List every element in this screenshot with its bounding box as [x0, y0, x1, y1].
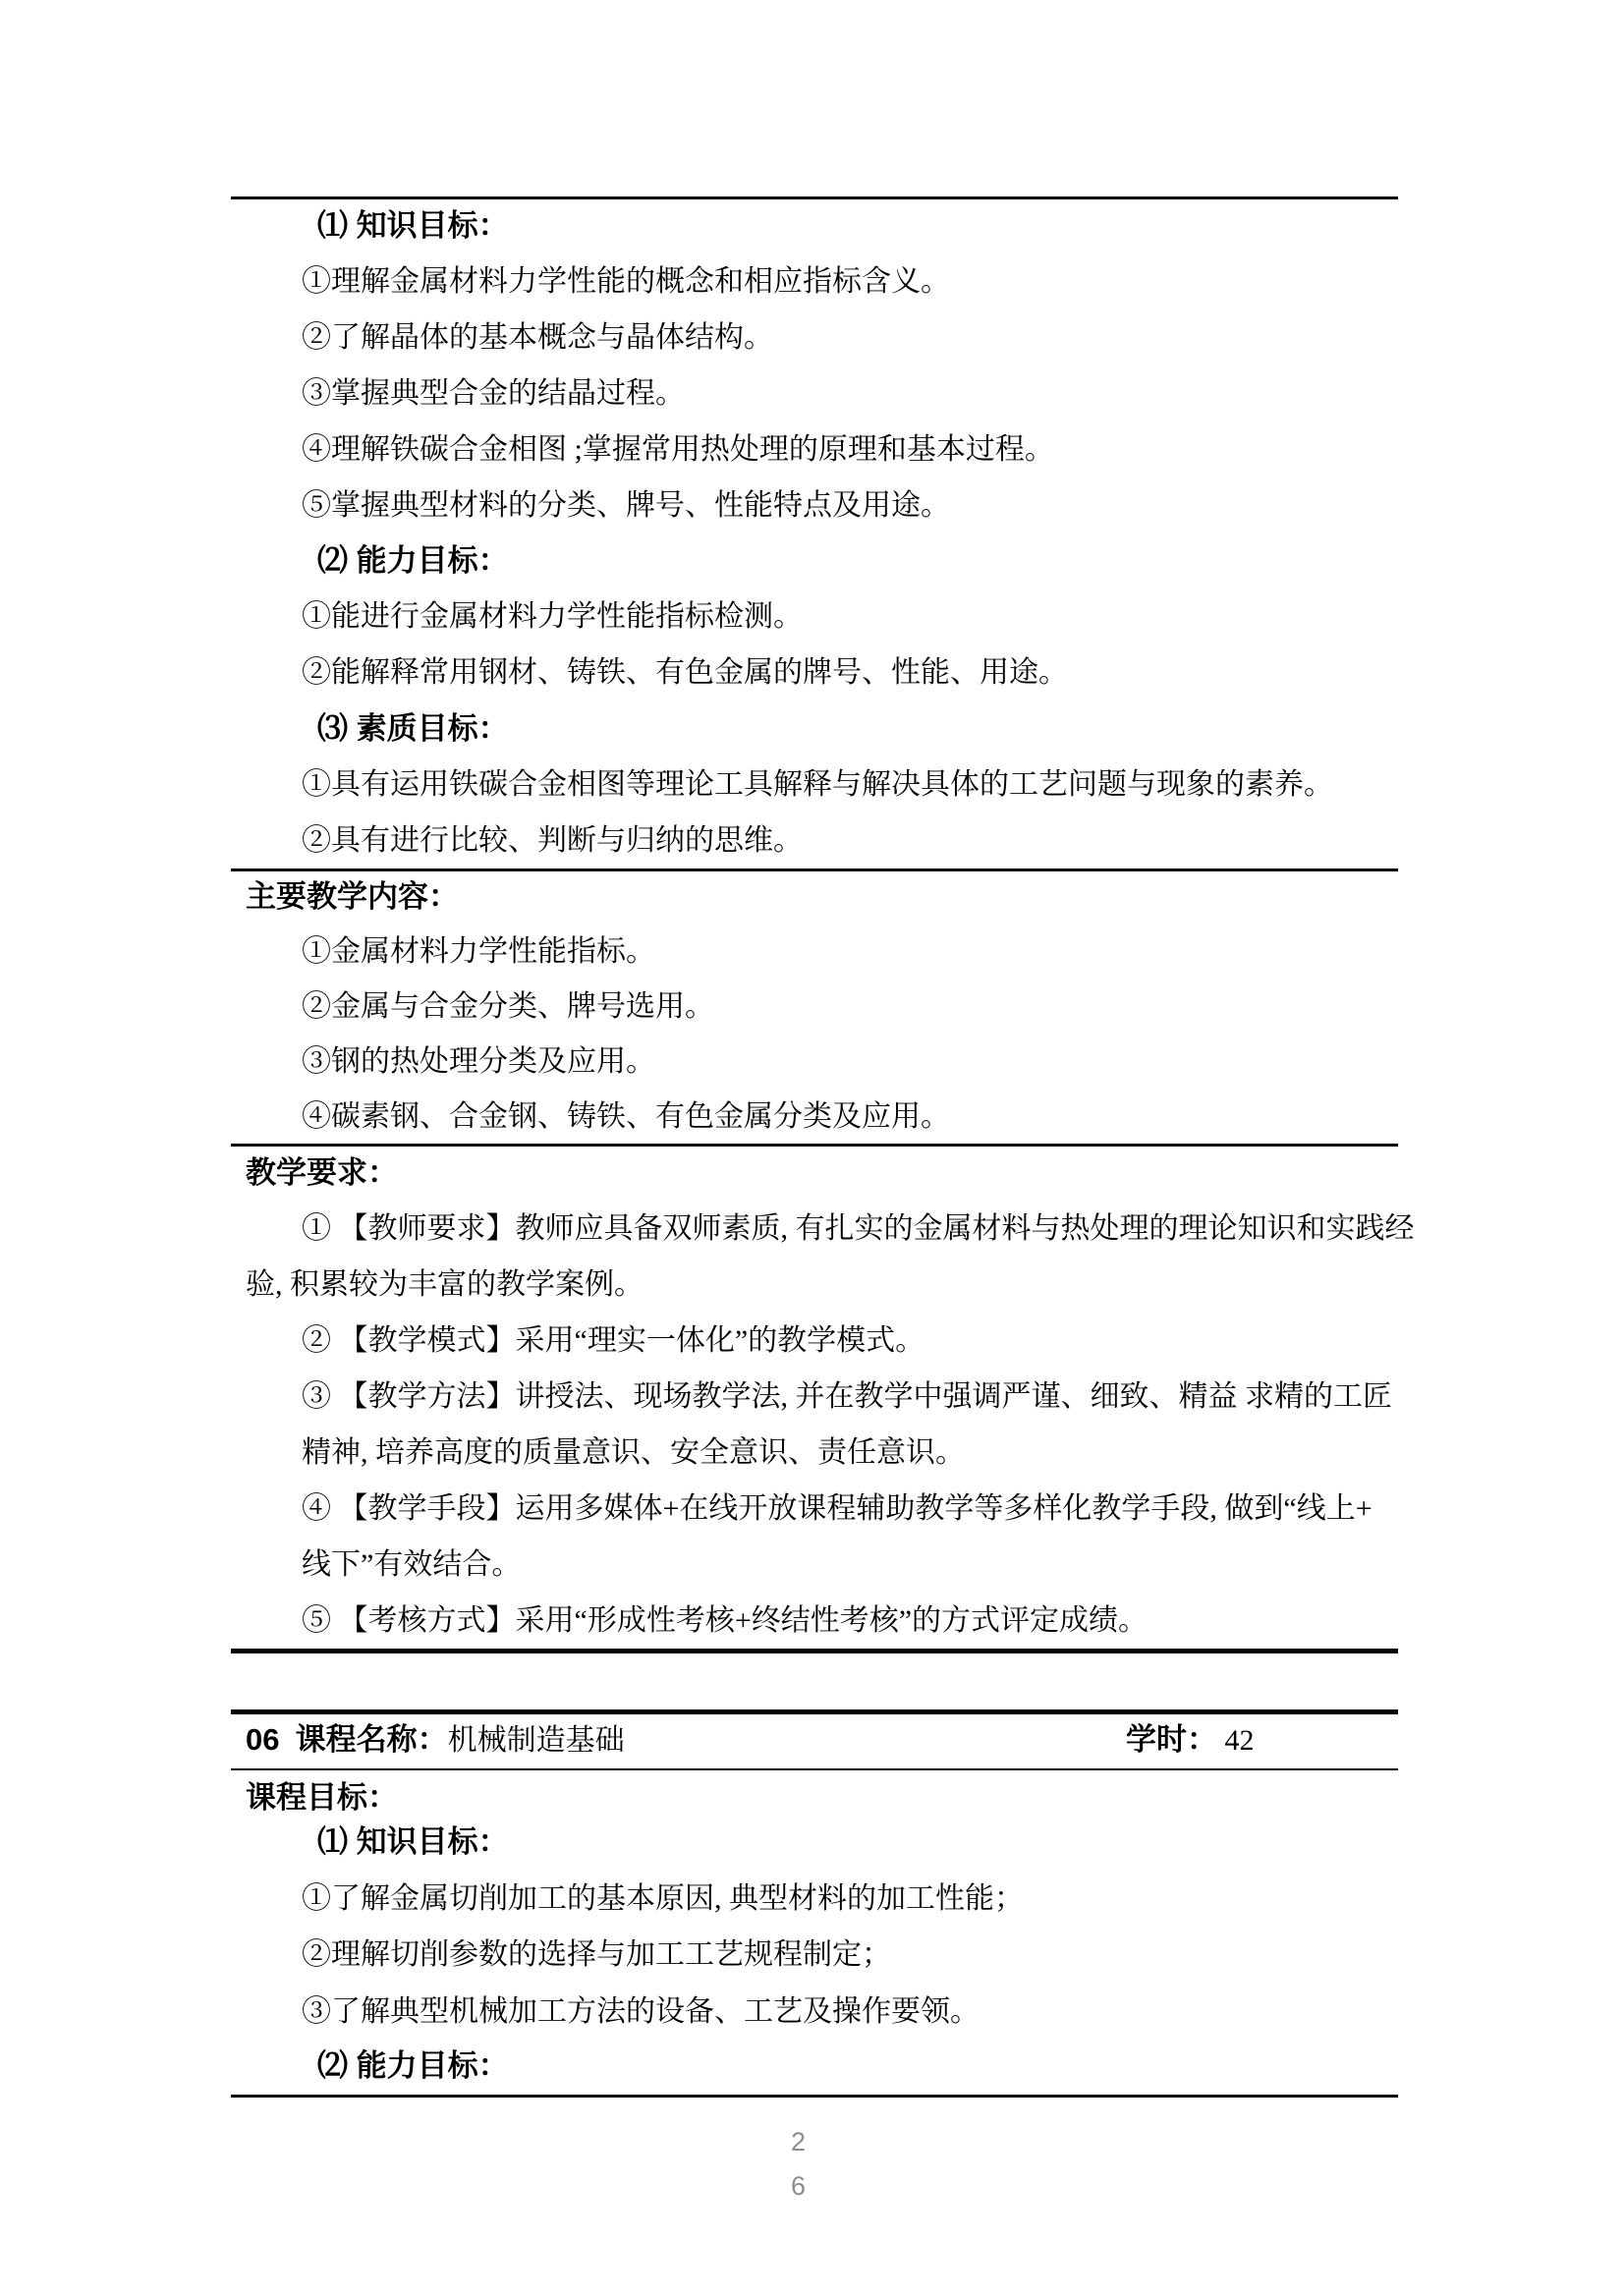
course-hours	[1126, 1718, 1255, 1763]
requirement-line: ③ 【教学方法】讲授法、现场教学法, 并在教学中强调严谨、细致、精益 求精的工匠	[302, 1380, 1392, 1413]
hours-label: 学时：	[1126, 1722, 1217, 1757]
section-divider	[231, 1144, 1398, 1147]
requirement-line: ② 【教学模式】采用“理实一体化”的教学模式。	[302, 1324, 925, 1357]
objective-item: ④理解铁碳合金相图 ;掌握常用热处理的原理和基本过程。	[302, 433, 1054, 466]
section-divider	[231, 1768, 1398, 1770]
content-item: ④碳素钢、合金钢、铸铁、有色金属分类及应用。	[302, 1100, 950, 1133]
objective-item: ②了解晶体的基本概念与晶体结构。	[302, 321, 773, 354]
page-number-digit: 6	[790, 2171, 807, 2201]
objective-item: ②理解切削参数的选择与加工工艺规程制定；	[302, 1938, 891, 1971]
objective-item: ①具有运用铁碳合金相图等理论工具解释与解决具体的工艺问题与现象的素养。	[302, 768, 1333, 801]
requirement-line: ① 【教师要求】教师应具备双师素质, 有扎实的金属材料与热处理的理论知识和实践经	[302, 1212, 1415, 1245]
objective-item: ③掌握典型合金的结晶过程。	[302, 377, 685, 410]
course-block-start-divider	[231, 1709, 1398, 1714]
objective-item: ②具有进行比较、判断与归纳的思维。	[302, 824, 803, 857]
section-divider	[231, 868, 1398, 871]
course-number: 06	[246, 1722, 280, 1757]
ability-objectives-heading: ⑵ 能力目标：	[317, 2048, 509, 2083]
knowledge-objectives-heading: ⑴ 知识目标：	[317, 1824, 509, 1859]
objective-item: ①了解金属切削加工的基本原因, 典型材料的加工性能；	[302, 1882, 1024, 1915]
page-end-divider	[231, 2095, 1398, 2098]
knowledge-objectives-heading: ⑴ 知识目标：	[317, 208, 509, 243]
requirement-line: 线下”有效结合。	[302, 1548, 522, 1581]
teaching-requirements-heading: 教学要求：	[246, 1155, 398, 1190]
requirement-line: 验, 积累较为丰富的教学案例。	[246, 1268, 644, 1301]
requirement-line: 精神, 培养高度的质量意识、安全意识、责任意识。	[302, 1436, 965, 1469]
page-number-digit: 2	[790, 2127, 807, 2156]
section-divider	[231, 196, 1398, 199]
objective-item: ②能解释常用钢材、铸铁、有色金属的牌号、性能、用途。	[302, 656, 1068, 689]
requirement-line: ⑤ 【考核方式】采用“形成性考核+终结性考核”的方式评定成绩。	[302, 1604, 1148, 1637]
ability-objectives-heading: ⑵ 能力目标：	[317, 543, 509, 578]
objective-item: ①理解金属材料力学性能的概念和相应指标含义。	[302, 265, 950, 298]
course-block-end-divider	[231, 1649, 1398, 1653]
objective-item: ⑤掌握典型材料的分类、牌号、性能特点及用途。	[302, 489, 950, 522]
course-goals-heading: 课程目标：	[246, 1780, 398, 1815]
course-header	[246, 1718, 625, 1763]
content-item: ②金属与合金分类、牌号选用。	[302, 990, 714, 1023]
course-name: 机械制造基础	[447, 1724, 625, 1757]
content-item: ①金属材料力学性能指标。	[302, 935, 655, 968]
hours-value: 42	[1224, 1724, 1255, 1757]
content-item: ③钢的热处理分类及应用。	[302, 1045, 655, 1078]
quality-objectives-heading: ⑶ 素质目标：	[317, 711, 509, 746]
teaching-content-heading: 主要教学内容：	[246, 879, 459, 914]
course-name-label: 课程名称：	[295, 1722, 448, 1757]
requirement-line: ④ 【教学手段】运用多媒体+在线开放课程辅助教学等多样化教学手段, 做到“线上+	[302, 1492, 1372, 1525]
objective-item: ③了解典型机械加工方法的设备、工艺及操作要领。	[302, 1995, 980, 2028]
objective-item: ①能进行金属材料力学性能指标检测。	[302, 600, 803, 633]
